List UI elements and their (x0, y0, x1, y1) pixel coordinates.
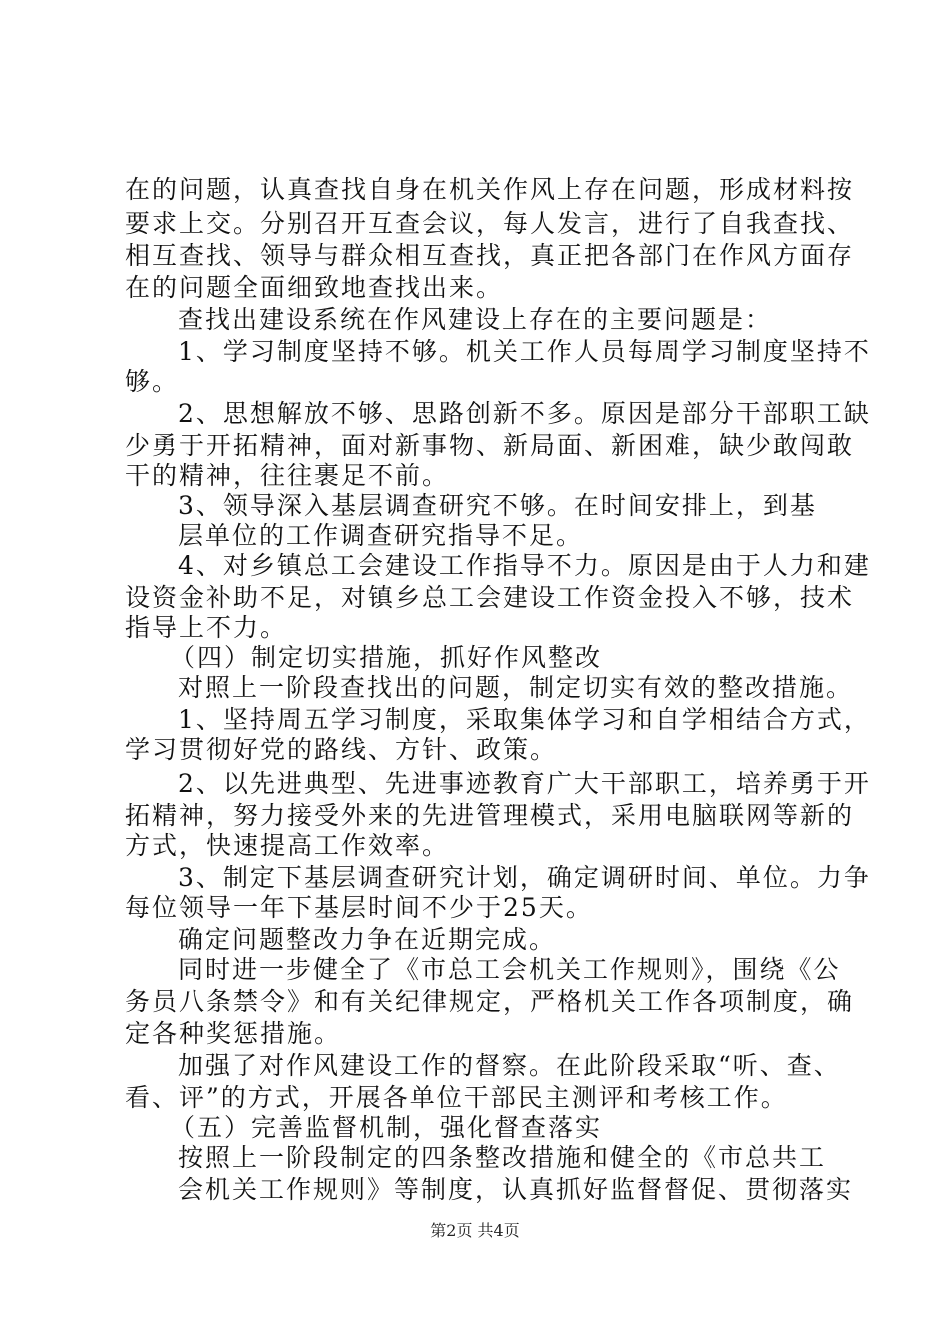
text-line: 看、评”的方式，开展各单位干部民主测评和考核工作。 (125, 1083, 788, 1112)
text-line: 够。 (125, 367, 180, 396)
text-line: 务员八条禁令》和有关纪律规定，严格机关工作各项制度，确 (125, 987, 855, 1016)
text-line: 加强了对作风建设工作的督察。在此阶段采取“听、查、 (178, 1051, 841, 1080)
text-line: 拓精神，努力接受外来的先进管理模式，采用电脑联网等新的 (125, 801, 855, 830)
text-line: 指导上不力。 (125, 613, 288, 642)
text-line: 确定问题整改力争在近期完成。 (178, 925, 557, 954)
text-line: 4、对乡镇总工会建设工作指导不力。原因是由于人力和建 (178, 551, 871, 580)
text-line: 干的精神，往往裹足不前。 (125, 461, 450, 490)
text-line: 学习贯彻好党的路线、方针、政策。 (125, 735, 558, 764)
text-line: 方式，快速提高工作效率。 (125, 831, 450, 860)
text-line: 相互查找、领导与群众相互查找，真正把各部门在作风方面存 (125, 241, 855, 270)
text-line: 层单位的工作调查研究指导不足。 (178, 521, 584, 550)
text-line: 在的问题全面细致地查找出来。 (125, 273, 504, 302)
text-line: 每位领导一年下基层时间不少于25天。 (125, 893, 593, 922)
text-line: 按照上一阶段制定的四条整改措施和健全的《市总共工 (178, 1143, 827, 1172)
text-line: 2、思想解放不够、思路创新不多。原因是部分干部职工缺 (178, 399, 871, 428)
text-line: 3、制定下基层调查研究计划，确定调研时间、单位。力争 (178, 863, 871, 892)
section-heading: （五）完善监督机制，强化督查落实 (170, 1113, 603, 1142)
text-line: 3、领导深入基层调查研究不够。在时间安排上，到基 (178, 491, 817, 520)
text-line: 同时进一步健全了《市总工会机关工作规则》，围绕《公 (178, 955, 841, 984)
text-line: 在的问题，认真查找自身在机关作风上存在问题，形成材料按 (125, 175, 855, 204)
text-line: 1、学习制度坚持不够。机关工作人员每周学习制度坚持不 (178, 337, 871, 366)
text-line: 1、坚持周五学习制度，采取集体学习和自学相结合方式， (178, 705, 871, 734)
text-line: 少勇于开拓精神，面对新事物、新局面、新困难，缺少敢闯敢 (125, 431, 855, 460)
text-line: 设资金补助不足，对镇乡总工会建设工作资金投入不够，技术 (125, 583, 855, 612)
text-line: 对照上一阶段查找出的问题，制定切实有效的整改措施。 (178, 673, 854, 702)
text-line: 查找出建设系统在作风建设上存在的主要问题是： (178, 305, 773, 334)
section-heading: （四）制定切实措施，抓好作风整改 (170, 643, 603, 672)
text-line: 2、以先进典型、先进事迹教育广大干部职工，培养勇于开 (178, 769, 871, 798)
text-line: 会机关工作规则》等制度，认真抓好监督督促、贯彻落实 (178, 1175, 854, 1204)
text-line: 要求上交。分别召开互查会议，每人发言，进行了自我查找、 (125, 209, 855, 238)
page-footer: 第2页 共4页 (430, 1221, 520, 1240)
text-line: 定各种奖惩措施。 (125, 1019, 342, 1048)
